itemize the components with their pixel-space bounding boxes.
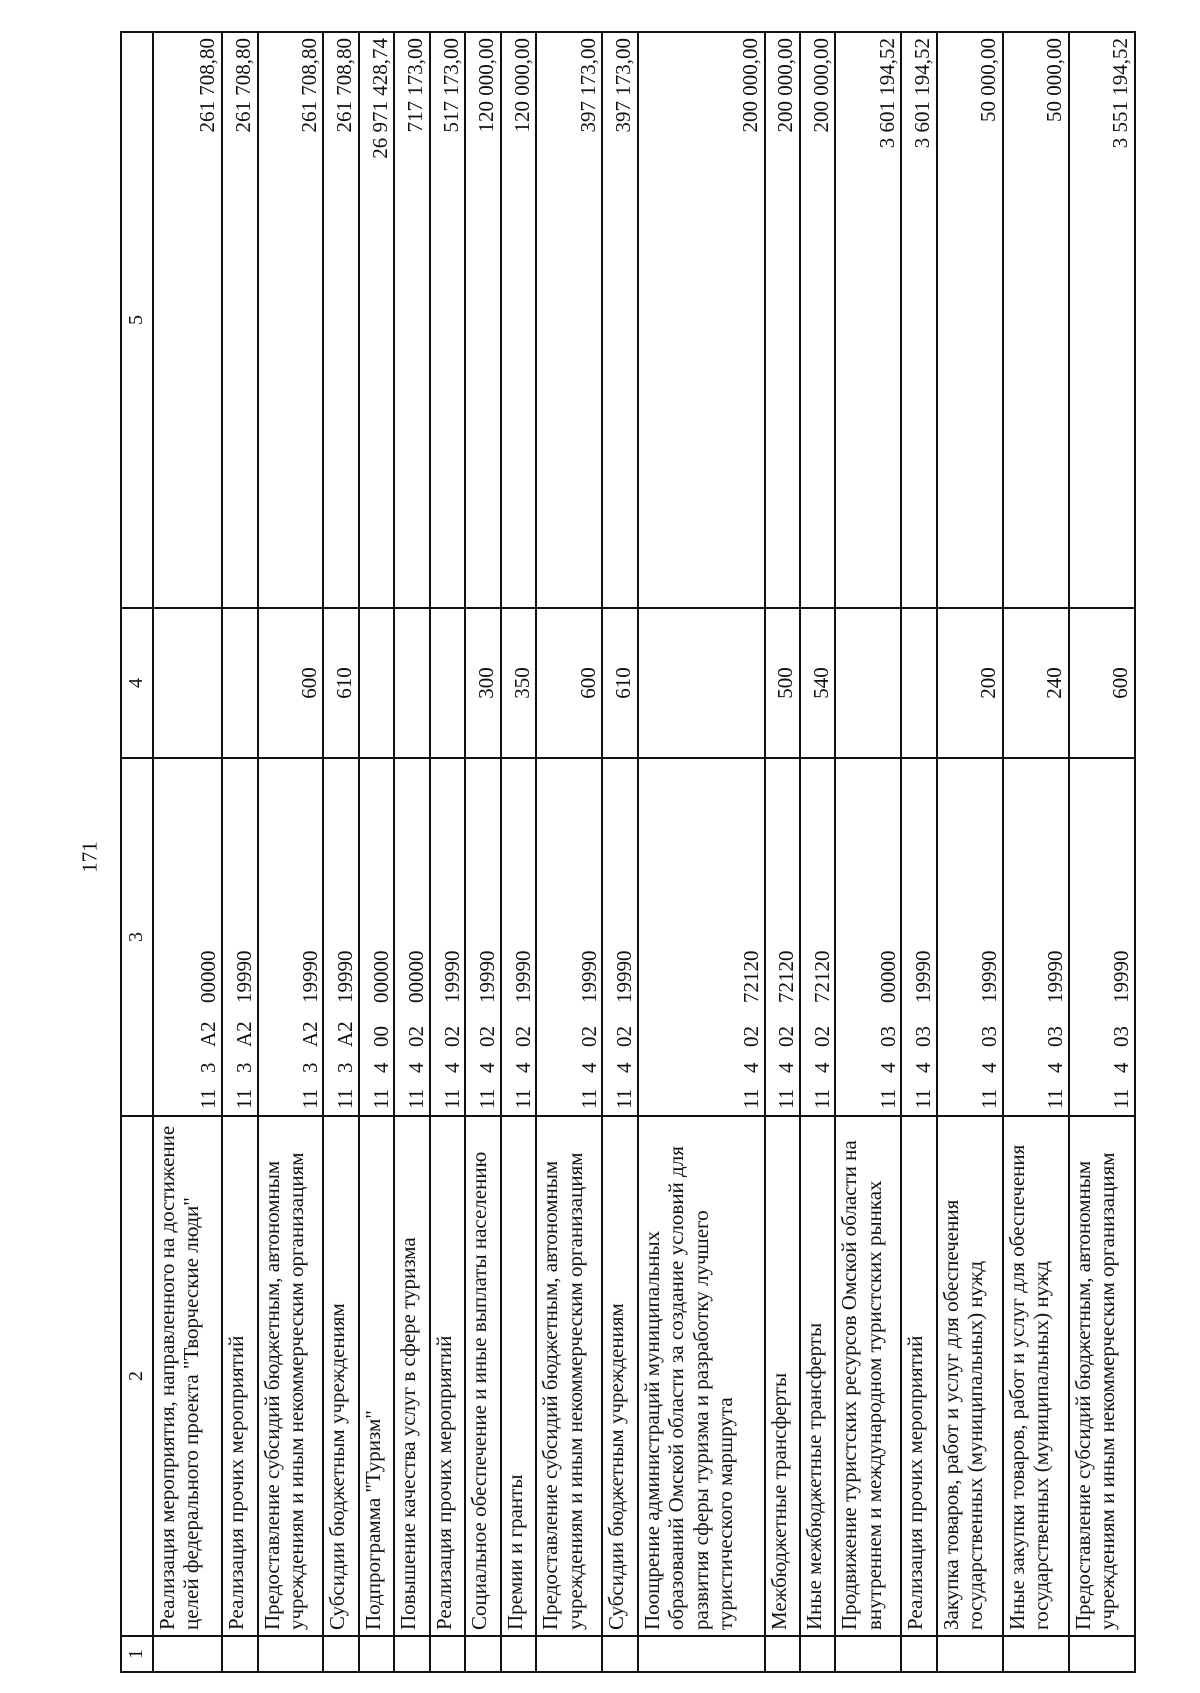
code-part: 00000: [196, 950, 221, 1003]
table-row: [222, 32, 257, 1672]
page-number-text: 171: [77, 841, 102, 873]
row-name: Реализация прочих мероприятий: [901, 1116, 936, 1636]
row-col-1: [394, 1636, 429, 1672]
row-code: [430, 758, 465, 1116]
code-part: 4: [1109, 1062, 1134, 1073]
row-name: Социальное обеспечение и иные выплаты населению: [465, 1116, 500, 1636]
row-col-1: [430, 1636, 465, 1672]
row-col-1: [359, 1636, 394, 1672]
code-part: A2: [333, 1021, 358, 1047]
code-part: 11: [774, 1088, 799, 1109]
table-row: [323, 32, 358, 1672]
code-part: 11: [1043, 1088, 1068, 1109]
row-expense-type: 600: [536, 608, 602, 758]
code-part: 02: [404, 1026, 429, 1047]
table-row: [359, 32, 394, 1672]
code-part: 4: [774, 1062, 799, 1073]
code-part: 02: [475, 1026, 500, 1047]
budget-table-rotated: [120, 33, 1136, 1673]
row-name: Реализация мероприятия, направленного на достижение целей федерального проекта "Творческие люди": [153, 1116, 223, 1636]
row-sum: 261 708,80: [153, 32, 223, 608]
row-expense-type: 600: [1069, 608, 1135, 758]
code-part: 72120: [809, 950, 834, 1003]
row-sum: 3 601 194,52: [901, 32, 936, 608]
row-expense-type: [835, 608, 901, 758]
code-part: 19990: [439, 950, 464, 1003]
header-col-2: 2: [121, 1116, 153, 1636]
row-name: Поощрение администраций муниципальных образований Омской области за создание условий для развития сферы туризма и разработку лучшего туристического маршрута: [638, 1116, 765, 1636]
row-col-1: [501, 1636, 536, 1672]
row-code: [765, 758, 800, 1116]
code-part: 4: [977, 1062, 1002, 1073]
row-expense-type: 540: [800, 608, 835, 758]
row-col-1: [153, 1636, 223, 1672]
row-name: Премии и гранты: [501, 1116, 536, 1636]
code-part: 19990: [231, 950, 256, 1003]
code-part: 72120: [739, 950, 764, 1003]
table-row: [638, 32, 765, 1672]
row-sum: 261 708,80: [222, 32, 257, 608]
code-part: 4: [911, 1062, 936, 1073]
row-col-1: [765, 1636, 800, 1672]
code-part: 4: [510, 1062, 535, 1073]
code-part: 19990: [612, 950, 637, 1003]
code-part: 00000: [404, 950, 429, 1003]
table-row: [1069, 32, 1135, 1672]
row-code: [465, 758, 500, 1116]
row-code: [153, 758, 223, 1116]
code-part: 11: [809, 1088, 834, 1109]
code-part: 11: [196, 1088, 221, 1109]
row-code: [800, 758, 835, 1116]
code-part: 3: [196, 1062, 221, 1073]
code-part: 11: [875, 1088, 900, 1109]
code-part: 11: [439, 1088, 464, 1109]
row-expense-type: 200: [937, 608, 1003, 758]
code-part: 3: [231, 1062, 256, 1073]
code-part: 19990: [1043, 950, 1068, 1003]
row-code: [323, 758, 358, 1116]
code-part: A2: [231, 1021, 256, 1047]
code-part: 11: [977, 1088, 1002, 1109]
row-sum: 261 708,80: [258, 32, 324, 608]
table-row: [1003, 32, 1069, 1672]
row-col-1: [638, 1636, 765, 1672]
row-expense-type: [222, 608, 257, 758]
code-part: 02: [439, 1026, 464, 1047]
row-expense-type: 610: [602, 608, 637, 758]
header-col-3: 3: [121, 758, 153, 1116]
code-part: 11: [404, 1088, 429, 1109]
row-name: Иные межбюджетные трансферты: [800, 1116, 835, 1636]
row-sum: 517 173,00: [430, 32, 465, 608]
row-name: Продвижение туристских ресурсов Омской области на внутреннем и международном туристских рынках: [835, 1116, 901, 1636]
code-part: 19990: [911, 950, 936, 1003]
row-col-1: [1003, 1636, 1069, 1672]
row-name: Реализация прочих мероприятий: [222, 1116, 257, 1636]
row-name: Повышение качества услуг в сфере туризма: [394, 1116, 429, 1636]
row-expense-type: 350: [501, 608, 536, 758]
code-part: 02: [612, 1026, 637, 1047]
code-part: 19990: [333, 950, 358, 1003]
row-code: [536, 758, 602, 1116]
table-row: [765, 32, 800, 1672]
code-part: 4: [439, 1062, 464, 1073]
code-part: 03: [977, 1026, 1002, 1047]
row-sum: 3 551 194,52: [1069, 32, 1135, 608]
row-sum: 200 000,00: [800, 32, 835, 608]
row-col-1: [222, 1636, 257, 1672]
code-part: 02: [809, 1026, 834, 1047]
table-row: [536, 32, 602, 1672]
table-row: [800, 32, 835, 1672]
row-sum: 397 173,00: [536, 32, 602, 608]
row-name: Предоставление субсидий бюджетным, автономным учреждениям и иным некоммерческим организациям: [258, 1116, 324, 1636]
row-code: [1003, 758, 1069, 1116]
code-part: 02: [739, 1026, 764, 1047]
row-code: [1069, 758, 1135, 1116]
row-expense-type: 240: [1003, 608, 1069, 758]
row-code: [501, 758, 536, 1116]
row-col-1: [465, 1636, 500, 1672]
code-part: 00000: [368, 950, 393, 1003]
row-name: Предоставление субсидий бюджетным, автономным учреждениям и иным некоммерческим организациям: [536, 1116, 602, 1636]
code-part: 11: [911, 1088, 936, 1109]
row-name: Предоставление субсидий бюджетным, автономным учреждениям и иным некоммерческим организациям: [1069, 1116, 1135, 1636]
row-col-1: [835, 1636, 901, 1672]
row-expense-type: [638, 608, 765, 758]
row-code: [359, 758, 394, 1116]
table-row: [937, 32, 1003, 1672]
code-part: 03: [875, 1026, 900, 1047]
row-code: [222, 758, 257, 1116]
row-sum: 200 000,00: [765, 32, 800, 608]
code-part: 03: [1043, 1026, 1068, 1047]
code-part: 02: [774, 1026, 799, 1047]
row-expense-type: 500: [765, 608, 800, 758]
code-part: 19990: [1109, 950, 1134, 1003]
page-number: [78, 832, 102, 882]
code-part: 3: [297, 1062, 322, 1073]
code-part: 03: [911, 1026, 936, 1047]
row-name: Подпрограмма "Туризм": [359, 1116, 394, 1636]
code-part: 11: [1109, 1088, 1134, 1109]
header-row: [121, 32, 153, 1672]
row-col-1: [323, 1636, 358, 1672]
code-part: 11: [475, 1088, 500, 1109]
row-sum: 261 708,80: [323, 32, 358, 608]
code-part: 4: [739, 1062, 764, 1073]
code-part: 03: [1109, 1026, 1134, 1047]
row-expense-type: [153, 608, 223, 758]
row-sum: 200 000,00: [638, 32, 765, 608]
code-part: A2: [297, 1021, 322, 1047]
table-row: [602, 32, 637, 1672]
code-part: 3: [333, 1062, 358, 1073]
row-expense-type: 610: [323, 608, 358, 758]
code-part: 4: [576, 1062, 601, 1073]
code-part: 4: [404, 1062, 429, 1073]
header-col-4: 4: [121, 608, 153, 758]
table-row: [835, 32, 901, 1672]
budget-table: [120, 31, 1136, 1673]
table-row: [430, 32, 465, 1672]
code-part: 02: [576, 1026, 601, 1047]
code-part: 4: [475, 1062, 500, 1073]
row-name: Субсидии бюджетным учреждениям: [323, 1116, 358, 1636]
code-part: 11: [510, 1088, 535, 1109]
code-part: 72120: [774, 950, 799, 1003]
code-part: 19990: [576, 950, 601, 1003]
row-sum: 50 000,00: [937, 32, 1003, 608]
row-col-1: [1069, 1636, 1135, 1672]
row-expense-type: [394, 608, 429, 758]
row-code: [835, 758, 901, 1116]
row-sum: 717 173,00: [394, 32, 429, 608]
row-expense-type: 300: [465, 608, 500, 758]
row-name: Субсидии бюджетным учреждениям: [602, 1116, 637, 1636]
row-col-1: [258, 1636, 324, 1672]
row-col-1: [937, 1636, 1003, 1672]
table-row: [501, 32, 536, 1672]
code-part: 00000: [875, 950, 900, 1003]
code-part: 11: [739, 1088, 764, 1109]
code-part: 11: [368, 1088, 393, 1109]
row-code: [901, 758, 936, 1116]
row-name: Реализация прочих мероприятий: [430, 1116, 465, 1636]
code-part: 4: [809, 1062, 834, 1073]
table-row: [465, 32, 500, 1672]
header-col-5: 5: [121, 32, 153, 608]
header-col-1: 1: [121, 1636, 153, 1672]
table-row: [394, 32, 429, 1672]
row-expense-type: 600: [258, 608, 324, 758]
code-part: 19990: [297, 950, 322, 1003]
code-part: 19990: [977, 950, 1002, 1003]
code-part: 11: [576, 1088, 601, 1109]
row-code: [638, 758, 765, 1116]
code-part: 19990: [475, 950, 500, 1003]
code-part: 4: [368, 1062, 393, 1073]
row-col-1: [901, 1636, 936, 1672]
code-part: 4: [612, 1062, 637, 1073]
row-expense-type: [430, 608, 465, 758]
row-sum: 26 971 428,74: [359, 32, 394, 608]
row-code: [258, 758, 324, 1116]
code-part: 11: [297, 1088, 322, 1109]
row-sum: 120 000,00: [501, 32, 536, 608]
row-sum: 3 601 194,52: [835, 32, 901, 608]
code-part: A2: [196, 1021, 221, 1047]
row-name: Закупка товаров, работ и услуг для обеспечения государственных (муниципальных) нужд: [937, 1116, 1003, 1636]
table-row: [258, 32, 324, 1672]
row-expense-type: [901, 608, 936, 758]
row-sum: 397 173,00: [602, 32, 637, 608]
table-row: [901, 32, 936, 1672]
code-part: 00: [368, 1026, 393, 1047]
row-name: Иные закупки товаров, работ и услуг для обеспечения государственных (муниципальных) нужд: [1003, 1116, 1069, 1636]
row-col-1: [800, 1636, 835, 1672]
row-name: Межбюджетные трансферты: [765, 1116, 800, 1636]
row-code: [937, 758, 1003, 1116]
code-part: 02: [510, 1026, 535, 1047]
row-sum: 50 000,00: [1003, 32, 1069, 608]
row-col-1: [602, 1636, 637, 1672]
code-part: 4: [1043, 1062, 1068, 1073]
code-part: 11: [333, 1088, 358, 1109]
code-part: 19990: [510, 950, 535, 1003]
row-code: [602, 758, 637, 1116]
table-row: [153, 32, 223, 1672]
code-part: 11: [612, 1088, 637, 1109]
row-col-1: [536, 1636, 602, 1672]
row-expense-type: [359, 608, 394, 758]
code-part: 4: [875, 1062, 900, 1073]
row-code: [394, 758, 429, 1116]
row-sum: 120 000,00: [465, 32, 500, 608]
code-part: 11: [231, 1088, 256, 1109]
